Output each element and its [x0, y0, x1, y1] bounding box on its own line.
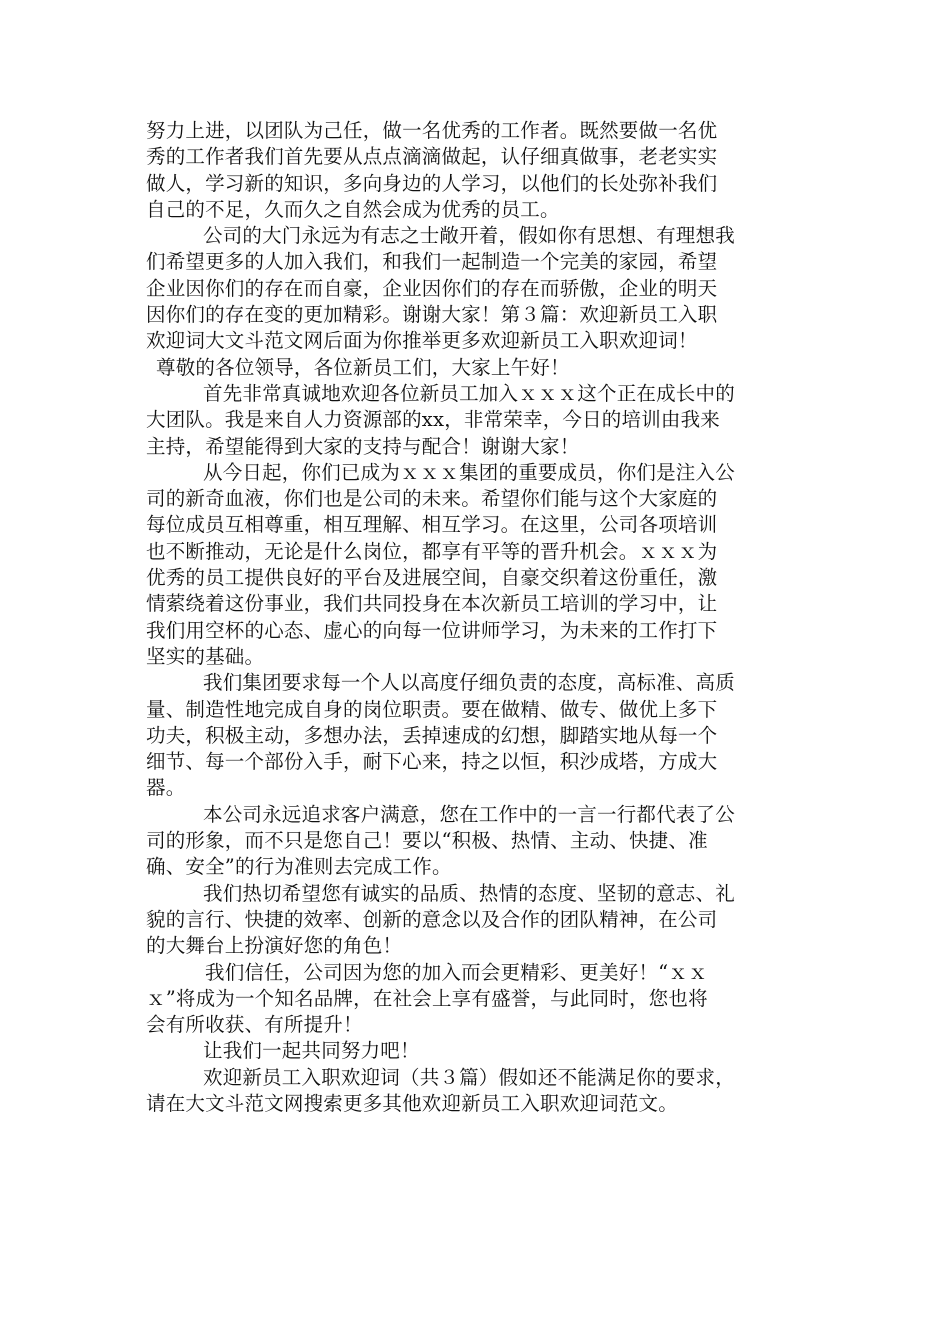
text-line: 会有所收获、有所提升！ — [146, 1013, 363, 1037]
text-line: 貌的言行、快捷的效率、创新的意念以及合作的团队精神，在公司 — [146, 907, 718, 931]
text-line: 情萦绕着这份事业，我们共同投身在本次新员工培训的学习中，让 — [146, 592, 718, 616]
text-line: 优秀的员工提供良好的平台及进展空间，自豪交织着这份重任，激 — [146, 566, 718, 590]
paragraph-start: 让我们一起共同努力吧！ — [203, 1039, 420, 1063]
text-line: 的大舞台上扮演好您的角色！ — [146, 934, 403, 958]
paragraph-start: 从今日起，你们已成为ｘｘｘ集团的重要成员，你们是注入公 — [203, 460, 735, 484]
text-line: 功夫，积极主动，多想办法，丢掉速成的幻想，脚踏实地从每一个 — [146, 723, 718, 747]
text-line: 器。 — [146, 776, 186, 800]
text-line: 细节、每一个部份入手，耐下心来，持之以恒，积沙成塔，方成大 — [146, 750, 718, 774]
text-line: 做人，学习新的知识，多向身边的人学习，以他们的长处弥补我们 — [146, 171, 718, 195]
text-line: 我们用空杯的心态、虚心的向每一位讲师学习，为未来的工作打下 — [146, 618, 718, 642]
greeting-line: 尊敬的各位领导，各位新员工们，大家上午好！ — [156, 355, 570, 379]
text-line: 秀的工作者我们首先要从点点滴滴做起，认仔细真做事，老老实实 — [146, 145, 718, 169]
text-line: 司的形象，而不只是您自己！要以“积极、热情、主动、快捷、准 — [146, 829, 708, 853]
paragraph-start: 欢迎新员工入职欢迎词（共３篇）假如还不能满足你的要求， — [203, 1065, 735, 1089]
text-line: 们希望更多的人加入我们，和我们一起制造一个完美的家园，希望 — [146, 250, 718, 274]
paragraph-start: 我们信任，公司因为您的加入而会更精彩、更美好！“ｘｘ — [205, 960, 708, 984]
text-line: 自己的不足，久而久之自然会成为优秀的员工。 — [146, 197, 560, 221]
paragraph-start: 我们集团要求每一个人以高度仔细负责的态度，高标准、高质 — [203, 671, 735, 695]
paragraph-start: 我们热切希望您有诚实的品质、热情的态度、坚韧的意志、礼 — [203, 881, 735, 905]
text-line: 也不断推动，无论是什么岗位，都享有平等的晋升机会。ｘｘｘ为 — [146, 539, 718, 563]
text-line: 请在大文斗范文网搜索更多其他欢迎新员工入职欢迎词范文。 — [146, 1091, 678, 1115]
paragraph-start: 首先非常真诚地欢迎各位新员工加入ｘｘｘ这个正在成长中的 — [203, 381, 735, 405]
text-line: 企业因你们的存在而自豪，企业因你们的存在而骄傲，企业的明天 — [146, 276, 718, 300]
text-line: 主持，希望能得到大家的支持与配合！谢谢大家！ — [146, 434, 580, 458]
text-line: 因你们的存在变的更加精彩。谢谢大家！第３篇：欢迎新员工入职 — [146, 303, 718, 327]
text-line: 确、安全”的行为准则去完成工作。 — [146, 855, 452, 879]
text-line: 司的新奇血液，你们也是公司的未来。希望你们能与这个大家庭的 — [146, 487, 718, 511]
text-line: 每位成员互相尊重，相互理解、相互学习。在这里，公司各项培训 — [146, 513, 718, 537]
text-line: 欢迎词大文斗范文网后面为你推举更多欢迎新员工入职欢迎词！ — [146, 329, 698, 353]
paragraph-start: 本公司永远追求客户满意，您在工作中的一言一行都代表了公 — [203, 802, 735, 826]
text-line: 坚实的基础。 — [146, 644, 265, 668]
text-line: 量、制造性地完成自身的岗位职责。要在做精、做专、做优上多下 — [146, 697, 718, 721]
text-line: ｘ”将成为一个知名品牌，在社会上享有盛誉，与此同时，您也将 — [146, 986, 708, 1010]
document-body — [146, 118, 816, 1117]
paragraph-start: 公司的大门永远为有志之士敞开着，假如你有思想、有理想我 — [203, 224, 735, 248]
text-line: 努力上进，以团队为己任，做一名优秀的工作者。既然要做一名优 — [146, 119, 718, 142]
text-line: 大团队。我是来自人力资源部的xx，非常荣幸，今日的培训由我来 — [146, 408, 720, 432]
